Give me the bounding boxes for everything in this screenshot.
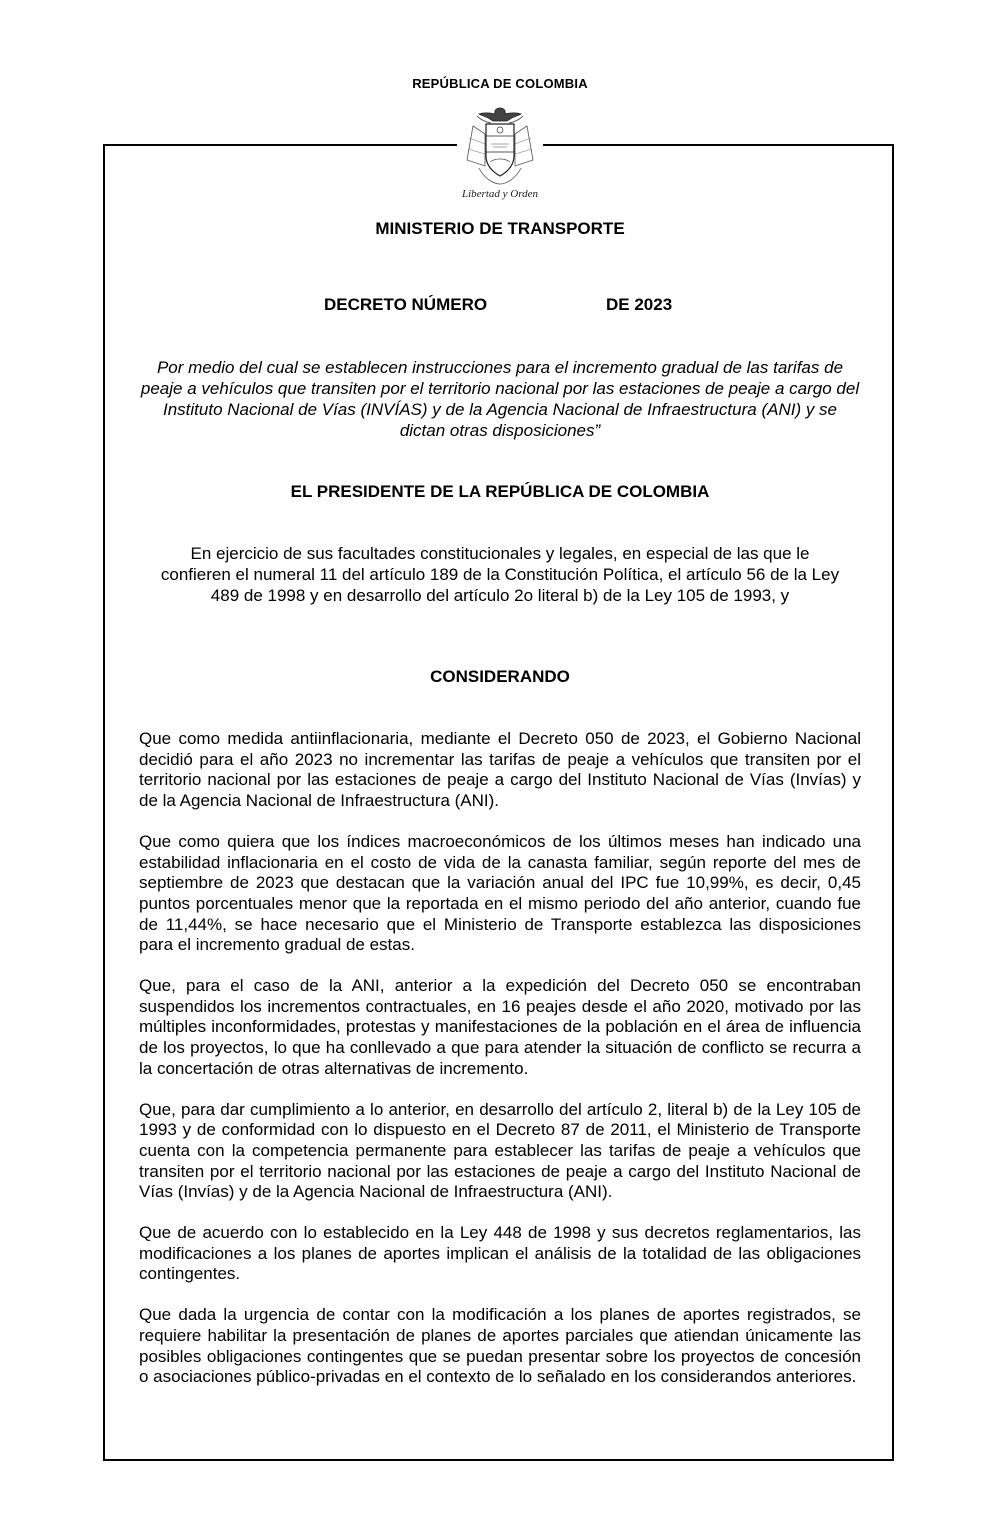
seal-motto: Libertad y Orden xyxy=(462,188,538,200)
ministry-title: MINISTERIO DE TRANSPORTE xyxy=(375,219,625,238)
considerando-heading: CONSIDERANDO xyxy=(430,667,570,686)
consideration-paragraph: Que dada la urgencia de contar con la modificación a los planes de aportes registrados, se requiere habilitar la presentación de planes de aportes parciales que atiendan únicamente las posibles obligaciones contingentes que se puedan presentar sobre los proyectos de concesión o asociaciones público-privadas en el contexto de lo señalado en los considerandos anteriores. xyxy=(139,1305,861,1387)
considerations-body xyxy=(139,729,861,1408)
consideration-paragraph: Que, para dar cumplimiento a lo anterior, en desarrollo del artículo 2, literal b) de la Ley 105 de 1993 y de conformidad con lo dispuesto en el Decreto 87 de 2011, el Ministerio de Transporte cuenta con la competencia permanente para establecer las tarifas de peaje a vehículos que transiten por el territorio nacional por las estaciones de peaje a cargo del Instituto Nacional de Vías (Invías) y de la Agencia Nacional de Infraestructura (ANI). xyxy=(139,1099,861,1202)
decree-year-label: DE 2023 xyxy=(606,295,673,314)
authority-heading: EL PRESIDENTE DE LA REPÚBLICA DE COLOMBIA xyxy=(290,482,710,501)
consideration-paragraph: Que, para el caso de la ANI, anterior a la expedición del Decreto 050 se encontraban suspendidos los incrementos contractuales, en 16 peajes desde el año 2020, motivado por las múltiples inconformidades, protestas y manifestaciones de la población en el área de influencia de los proyectos, lo que ha conllevado a que para atender la situación de conflicto se recurra a la concertación de otras alternativas de incremento. xyxy=(139,976,861,1078)
coat-of-arms xyxy=(455,104,545,206)
consideration-paragraph: Que como medida antiinflacionaria, mediante el Decreto 050 de 2023, el Gobierno Nacional decidió para el año 2023 no incrementar las tarifas de peaje a vehículos que transiten por el territorio nacional por las estaciones de peaje a cargo del Instituto Nacional de Vías (Invías) y de la Agencia Nacional de Infraestructura (ANI). xyxy=(139,729,861,811)
decree-subject: Por medio del cual se establecen instrucciones para el incremento gradual de las tarifas de peaje a vehículos que transiten por el territorio nacional por las estaciones de peaje a cargo del Instituto Nacional de Vías (INVÍAS) y de la Agencia Nacional de Infraestructura (ANI) y se dictan otras disposiciones” xyxy=(140,358,860,440)
coat-of-arms-icon xyxy=(455,104,545,188)
decree-number-label: DECRETO NÚMERO xyxy=(324,295,488,314)
consideration-paragraph: Que como quiera que los índices macroeconómicos de los últimos meses han indicado una estabilidad inflacionaria en el costo de vida de la canasta familiar, según reporte del mes de septiembre de 2023 que destacan que la variación anual del IPC fue 10,99%, es decir, 0,45 puntos porcentuales menor que la reportada en el mismo periodo del año anterior, cuando fue de 11,44%, se hace necesario que el Ministerio de Transporte establezca las disposiciones para el incremento gradual de estas. xyxy=(139,831,861,955)
country-header: REPÚBLICA DE COLOMBIA xyxy=(412,76,588,91)
consideration-paragraph: Que de acuerdo con lo establecido en la Ley 448 de 1998 y sus decretos reglamentarios, las modificaciones a los planes de aportes implican el análisis de la totalidad de las obligaciones contingentes. xyxy=(139,1223,861,1284)
powers-statement: En ejercicio de sus facultades constitucionales y legales, en especial de las que le confieren el numeral 11 del artículo 189 de la Constitución Política, el artículo 56 de la Ley 489 de 1998 y en desarrollo del artículo 2o literal b) de la Ley 105 de 1993, y xyxy=(160,544,840,605)
